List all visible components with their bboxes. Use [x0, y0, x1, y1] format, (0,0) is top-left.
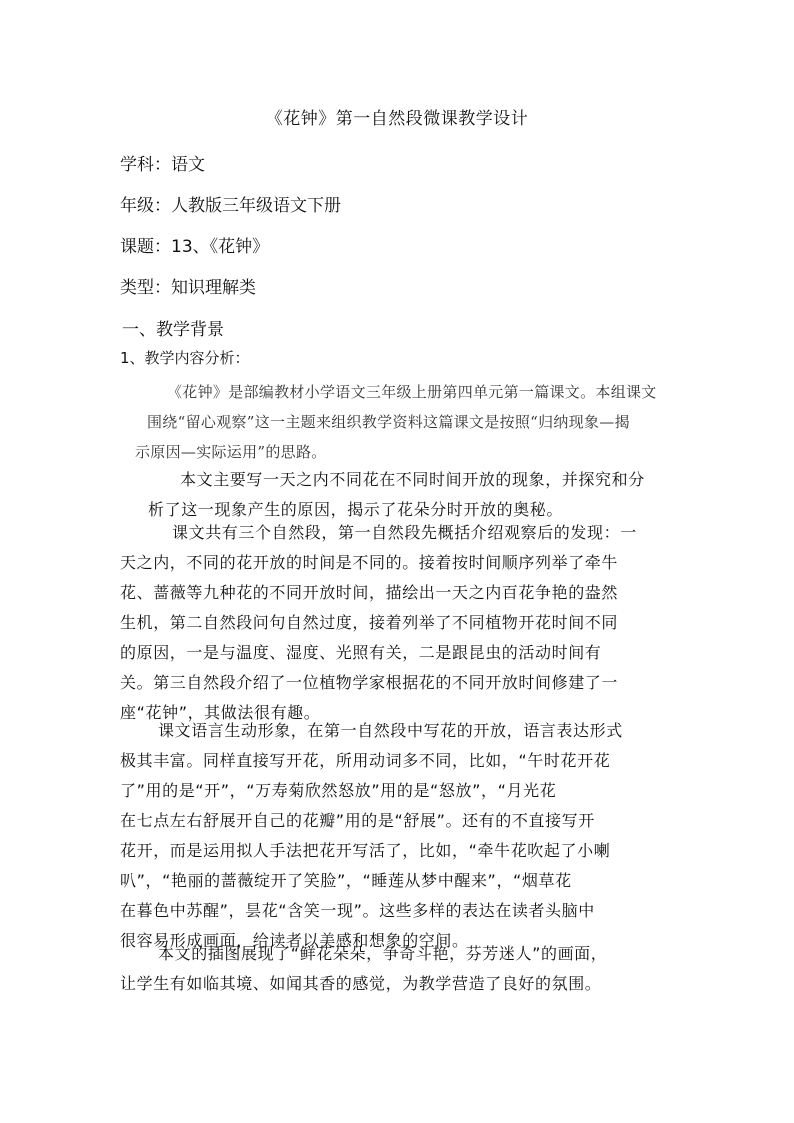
lesson-line: 课题：13、《花钟》 [120, 237, 270, 257]
paragraph-3 [120, 518, 637, 728]
paragraph-4 [120, 716, 623, 956]
paragraph-line: 极其丰富。同样直接写开花，所用动词多不同，比如，“午时花开花 [120, 751, 611, 770]
paragraph-line: 座“花钟”，其做法很有趣。 [120, 703, 321, 722]
paragraph-line: 课文语言生动形象，在第一自然段中写花的开放，语言表达形式 [158, 721, 623, 740]
paragraph-line: 的原因，一是与温度、湿度、光照有关，二是跟昆虫的活动时间有 [120, 643, 602, 662]
paragraph-2 [148, 465, 645, 525]
section-heading: 一、教学背景 [122, 320, 224, 340]
paragraph-line: 花、蔷薇等九种花的不同开放时间，描绘出一天之内百花争艳的盎然 [120, 583, 619, 602]
paragraph-line: 花开，而是运用拟人手法把花开写活了，比如，“牵牛花吹起了小喇 [120, 841, 611, 860]
grade-line: 年级：人教版三年级语文下册 [120, 196, 341, 216]
paragraph-line: 关。第三自然段介绍了一位植物学家根据花的不同开放时间修建了一 [120, 673, 619, 692]
paragraph-line: 很容易形成画面，给读者以美感和想象的空间。 [120, 931, 469, 950]
subject-line: 学科：语文 [120, 155, 205, 175]
paragraph-line: 生机，第二自然段问句自然过度，接着列举了不同植物开花时间不同 [120, 613, 619, 632]
paragraph-line: 《花钟》是部编教材小学语文三年级上册第四单元第一篇课文。本组课文 [167, 383, 657, 401]
paragraph-line: 让学生有如临其境、如闻其香的感觉，为教学营造了良好的氛围。 [120, 974, 602, 993]
paragraph-line: 了”用的是“开”，“万寿菊欣然怒放”用的是“怒放”，“月光花 [120, 781, 557, 800]
paragraph-line: 在七点左右舒展开自己的花瓣”用的是“舒展”。还有的不直接写开 [120, 811, 595, 830]
paragraph-line: 示原因—实际运用”的思路。 [135, 443, 327, 461]
paragraph-line: 叭”，“艳丽的蔷薇绽开了笑脸”，“睡莲从梦中醒来”，“烟草花 [120, 871, 572, 890]
paragraph-1 [135, 377, 657, 467]
paragraph-line: 天之内，不同的花开放的时间是不同的。接着按时间顺序列举了牵牛 [120, 553, 619, 572]
paragraph-line: 课文共有三个自然段，第一自然段先概括介绍观察后的发现：一 [172, 523, 637, 542]
paragraph-line: 在暮色中苏醒”，昙花“含笑一现”。这些多样的表达在读者头脑中 [120, 901, 595, 920]
doc-title: 《花钟》第一自然段微课教学设计 [265, 109, 529, 129]
paragraph-5 [120, 939, 607, 999]
paragraph-line: 本文主要写一天之内不同花在不同时间开放的现象，并探究和分 [180, 470, 645, 489]
type-line: 类型：知识理解类 [120, 278, 256, 298]
paragraph-line: 围绕“留心观察”这一主题来组织教学资料这篇课文是按照“归纳现象—揭 [147, 413, 630, 431]
paragraph-line: 析了这一现象产生的原因，揭示了花朵分时开放的奥秘。 [148, 500, 564, 519]
paragraph-line: 本文的插图展现了“鲜花朵朵，争奇斗艳，芬芳迷人”的画面， [158, 944, 608, 963]
subsection-heading: 1、教学内容分析： [120, 349, 250, 367]
